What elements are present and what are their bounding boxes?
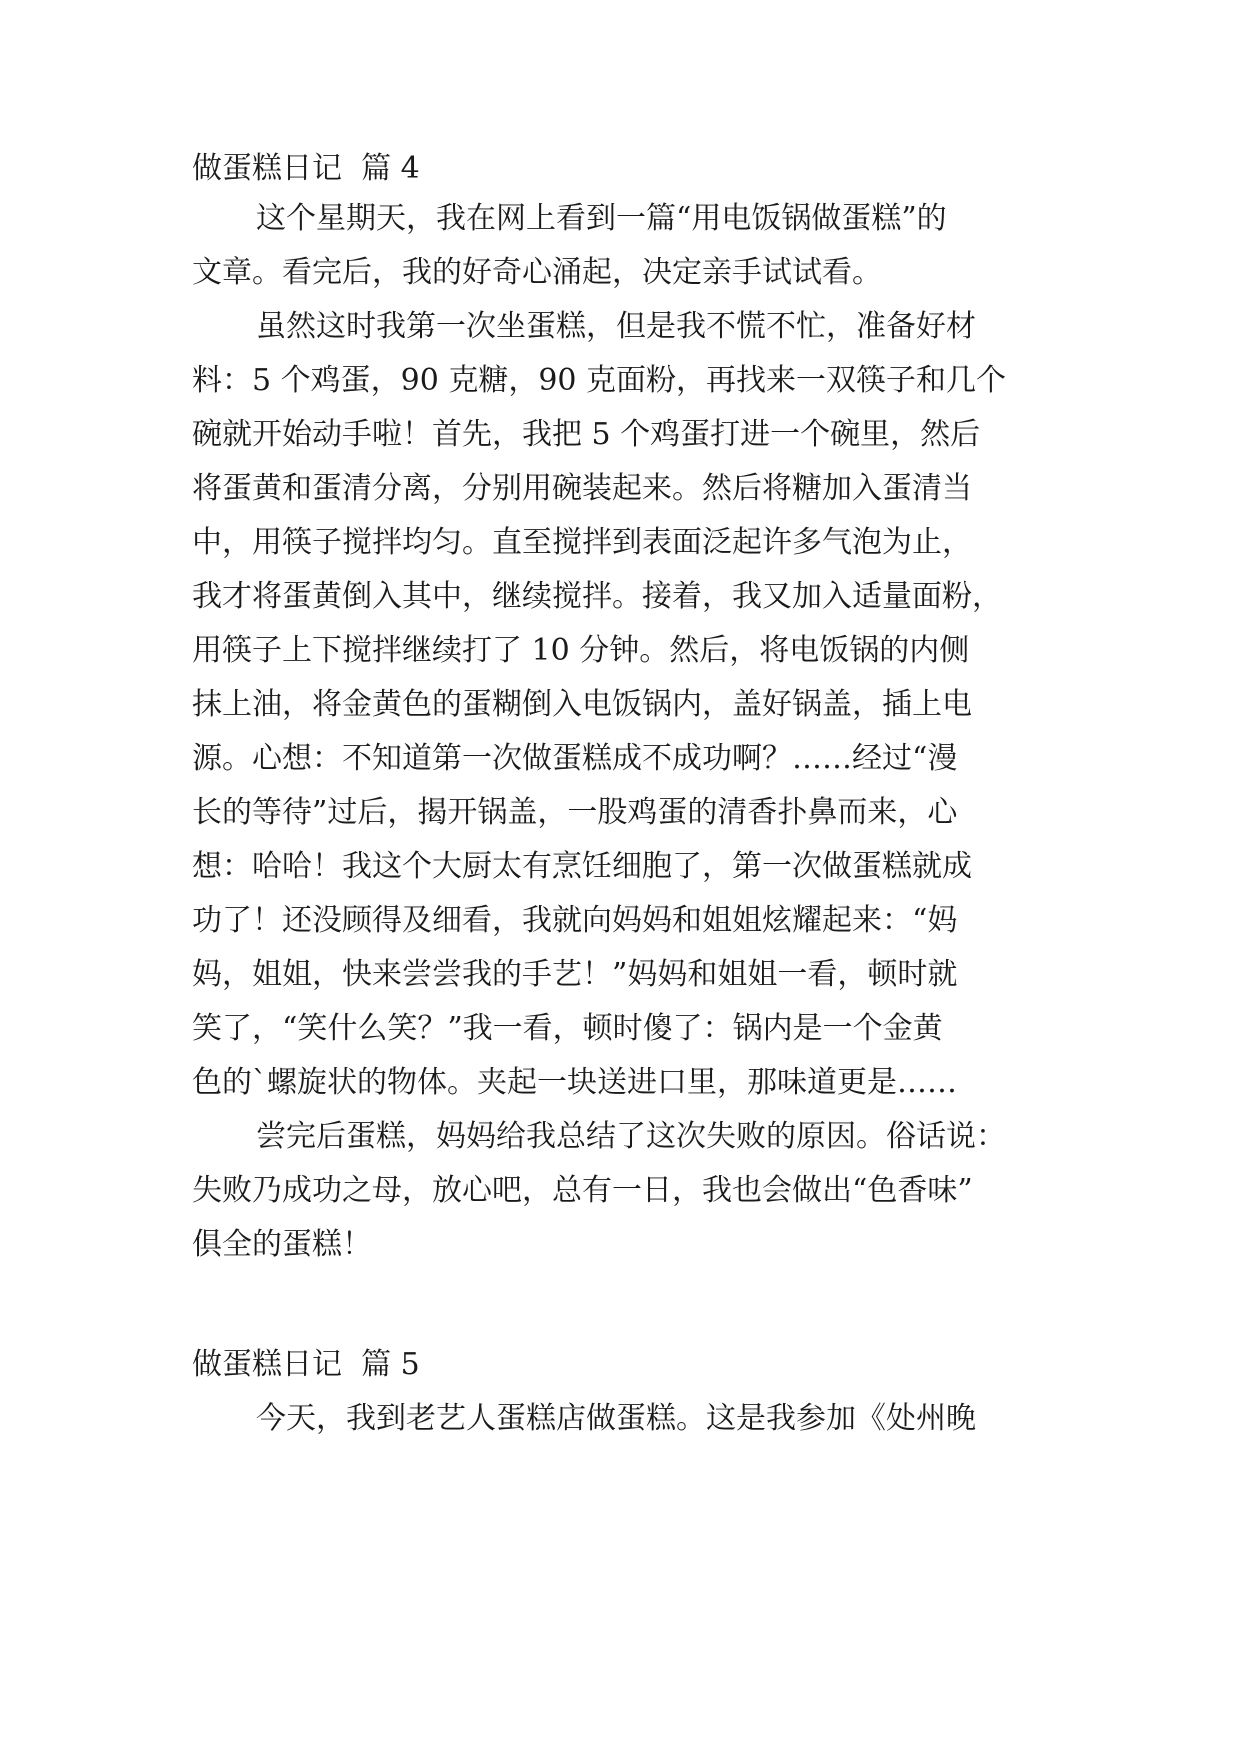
paragraph-line: 色的`螺旋状的物体。夹起一块送进口里，那味道更是…… <box>192 1065 957 1100</box>
paragraph-line: 这个星期天，我在网上看到一篇“用电饭锅做蛋糕”的 <box>256 201 947 236</box>
paragraph-line: 我才将蛋黄倒入其中，继续搅拌。接着，我又加入适量面粉， <box>192 579 1002 614</box>
paragraph-line: 抹上油，将金黄色的蛋糊倒入电饭锅内，盖好锅盖，插上电 <box>192 687 972 722</box>
paragraph-line: 想：哈哈！我这个大厨太有烹饪细胞了，第一次做蛋糕就成 <box>192 849 972 884</box>
paragraph-line: 用筷子上下搅拌继续打了 10 分钟。然后，将电饭锅的内侧 <box>192 633 970 668</box>
paragraph-line: 文章。看完后，我的好奇心涌起，决定亲手试试看。 <box>192 255 882 290</box>
paragraph-line: 功了！还没顾得及细看，我就向妈妈和姐姐炫耀起来：“妈 <box>192 903 958 938</box>
paragraph-line: 料：5 个鸡蛋，90 克糖，90 克面粉，再找来一双筷子和几个 <box>192 363 1007 398</box>
section-heading: 做蛋糕日记 篇 5 <box>192 1347 420 1382</box>
paragraph-line: 尝完后蛋糕，妈妈给我总结了这次失败的原因。俗话说： <box>256 1119 1006 1154</box>
paragraph-line: 失败乃成功之母，放心吧，总有一日，我也会做出“色香味” <box>192 1173 973 1208</box>
paragraph-line: 俱全的蛋糕！ <box>192 1227 372 1262</box>
paragraph-line: 将蛋黄和蛋清分离，分别用碗装起来。然后将糖加入蛋清当 <box>192 471 972 506</box>
paragraph-line: 今天，我到老艺人蛋糕店做蛋糕。这是我参加《处州晚 <box>256 1401 976 1436</box>
paragraph-line: 碗就开始动手啦！首先，我把 5 个鸡蛋打进一个碗里，然后 <box>192 417 981 452</box>
paragraph-line: 中，用筷子搅拌均匀。直至搅拌到表面泛起许多气泡为止， <box>192 525 972 560</box>
paragraph-line: 虽然这时我第一次坐蛋糕，但是我不慌不忙，准备好材 <box>256 309 976 344</box>
paragraph-line: 长的等待”过后，揭开锅盖，一股鸡蛋的清香扑鼻而来，心 <box>192 795 958 830</box>
paragraph-line: 源。心想：不知道第一次做蛋糕成不成功啊？……经过“漫 <box>192 741 958 776</box>
paragraph-line: 笑了，“笑什么笑？”我一看，顿时傻了：锅内是一个金黄 <box>192 1011 943 1046</box>
section-heading: 做蛋糕日记 篇 4 <box>192 151 420 186</box>
paragraph-line: 妈，姐姐，快来尝尝我的手艺！”妈妈和姐姐一看，顿时就 <box>192 957 958 992</box>
